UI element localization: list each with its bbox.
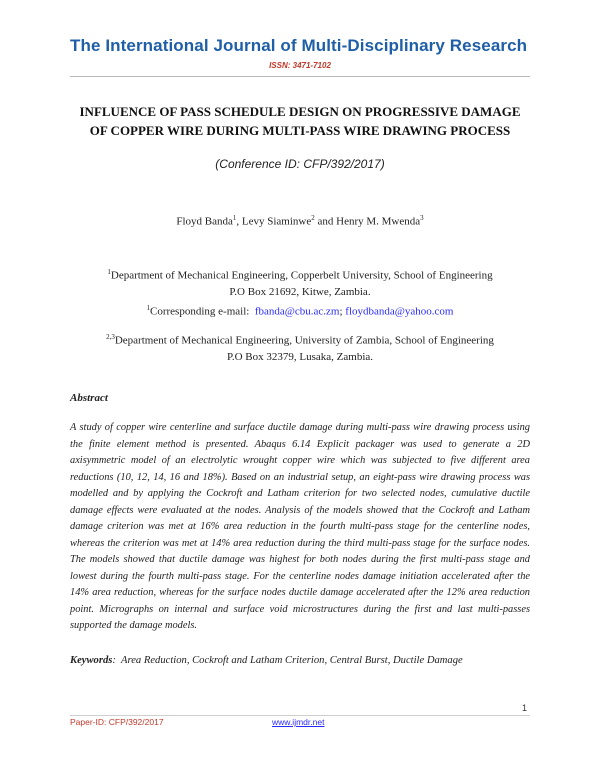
author-name: Floyd Banda: [176, 215, 233, 228]
paper-title: INFLUENCE OF PASS SCHEDULE DESIGN ON PROGRESSIVE DAMAGE OF COPPER WIRE DURING MULTI-PASS WIRE DRAWING PROCESS: [79, 104, 521, 138]
email-link-secondary[interactable]: floydbanda@yahoo.com: [345, 305, 454, 318]
keywords-text: Area Reduction, Cockroft and Latham Criterion, Central Burst, Ductile Damage: [121, 655, 463, 666]
journal-title: The International Journal of Multi-Disciplinary Research: [70, 36, 528, 55]
author-separator: and: [314, 215, 337, 228]
author-list: [0, 214, 600, 228]
footer-paper-id: Paper-ID: CFP/392/2017: [70, 717, 164, 727]
footer-divider: [70, 715, 530, 716]
page-number: 1: [522, 703, 528, 713]
affiliation-1: [0, 264, 600, 319]
issn: ISSN: 3471-7102: [269, 61, 331, 70]
affiliation-address: P.O Box 32379, Lusaka, Zambia.: [226, 350, 374, 363]
author-affiliation-mark: 1: [232, 214, 237, 222]
email-separator: ;: [339, 305, 343, 318]
footer-url-link[interactable]: www.ijmdr.net: [272, 717, 325, 727]
conference-id: (Conference ID: CFP/392/2017): [215, 157, 385, 171]
affiliation-mark: 1: [107, 268, 111, 276]
affiliation-department: Department of Mechanical Engineering, University of Zambia, School of Engineering: [114, 334, 494, 347]
keywords: Keywords: Area Reduction, Cockroft and Latham Criterion, Central Burst, Ductile Damage: [70, 655, 463, 666]
abstract-heading: Abstract: [70, 392, 108, 404]
author-name: Henry M. Mwenda: [336, 215, 421, 228]
header-divider: [70, 76, 530, 77]
author-affiliation-mark: 3: [420, 214, 424, 222]
affiliation-2: [0, 329, 600, 365]
email-label: Corresponding e-mail:: [150, 305, 250, 318]
email-mark: 1: [146, 303, 151, 312]
email-link-primary[interactable]: fbanda@cbu.ac.zm: [254, 305, 340, 318]
affiliation-mark: 2,3: [106, 333, 115, 341]
author-name: Levy Siaminwe: [241, 215, 312, 228]
abstract-body: A study of copper wire centerline and surface ductile damage during multi-pass wire drawing process using the finite element method is presented. Abaqus 6.14 Explicit packager was used to generate a 2D axisymmetric model of an electrolytic wrought copper wire which was subjected to five different area reductions (10, 12, 14, 16 and 18%). Based on an industrial setup, an eight-pass wire drawing process was modelled and by applying the Cockroft and Latham criterion for two selected nodes, cumulative ductile damage effects were evaluated at the nodes. Analysis of the models showed that the Cockroft and Latham damage criterion was met at 16% area reduction in the fourth multi-pass stage for the centerline nodes, whereas the criterion was met at 14% area reduction during the third multi-pass stage for the surface nodes. The models showed that ductile damage was highest for both nodes during the first multi-pass stage and lowest during the fourth multi-pass stage. For the centerline nodes damage initiation accelerated after the 14% area reduction, whereas for the surface nodes ductile damage accelerated after the 12% area reduction point. Micrographs on internal and surface void microstructures during the first and last multi-passes supported the damage models.: [70, 422, 530, 631]
author-affiliation-mark: 2: [311, 214, 315, 222]
affiliation-department: Department of Mechanical Engineering, Copperbelt University, School of Engineering: [110, 269, 493, 282]
keywords-label: Keywords: [70, 655, 113, 666]
author-separator: ,: [236, 215, 242, 228]
affiliation-address: P.O Box 21692, Kitwe, Zambia.: [229, 285, 371, 298]
